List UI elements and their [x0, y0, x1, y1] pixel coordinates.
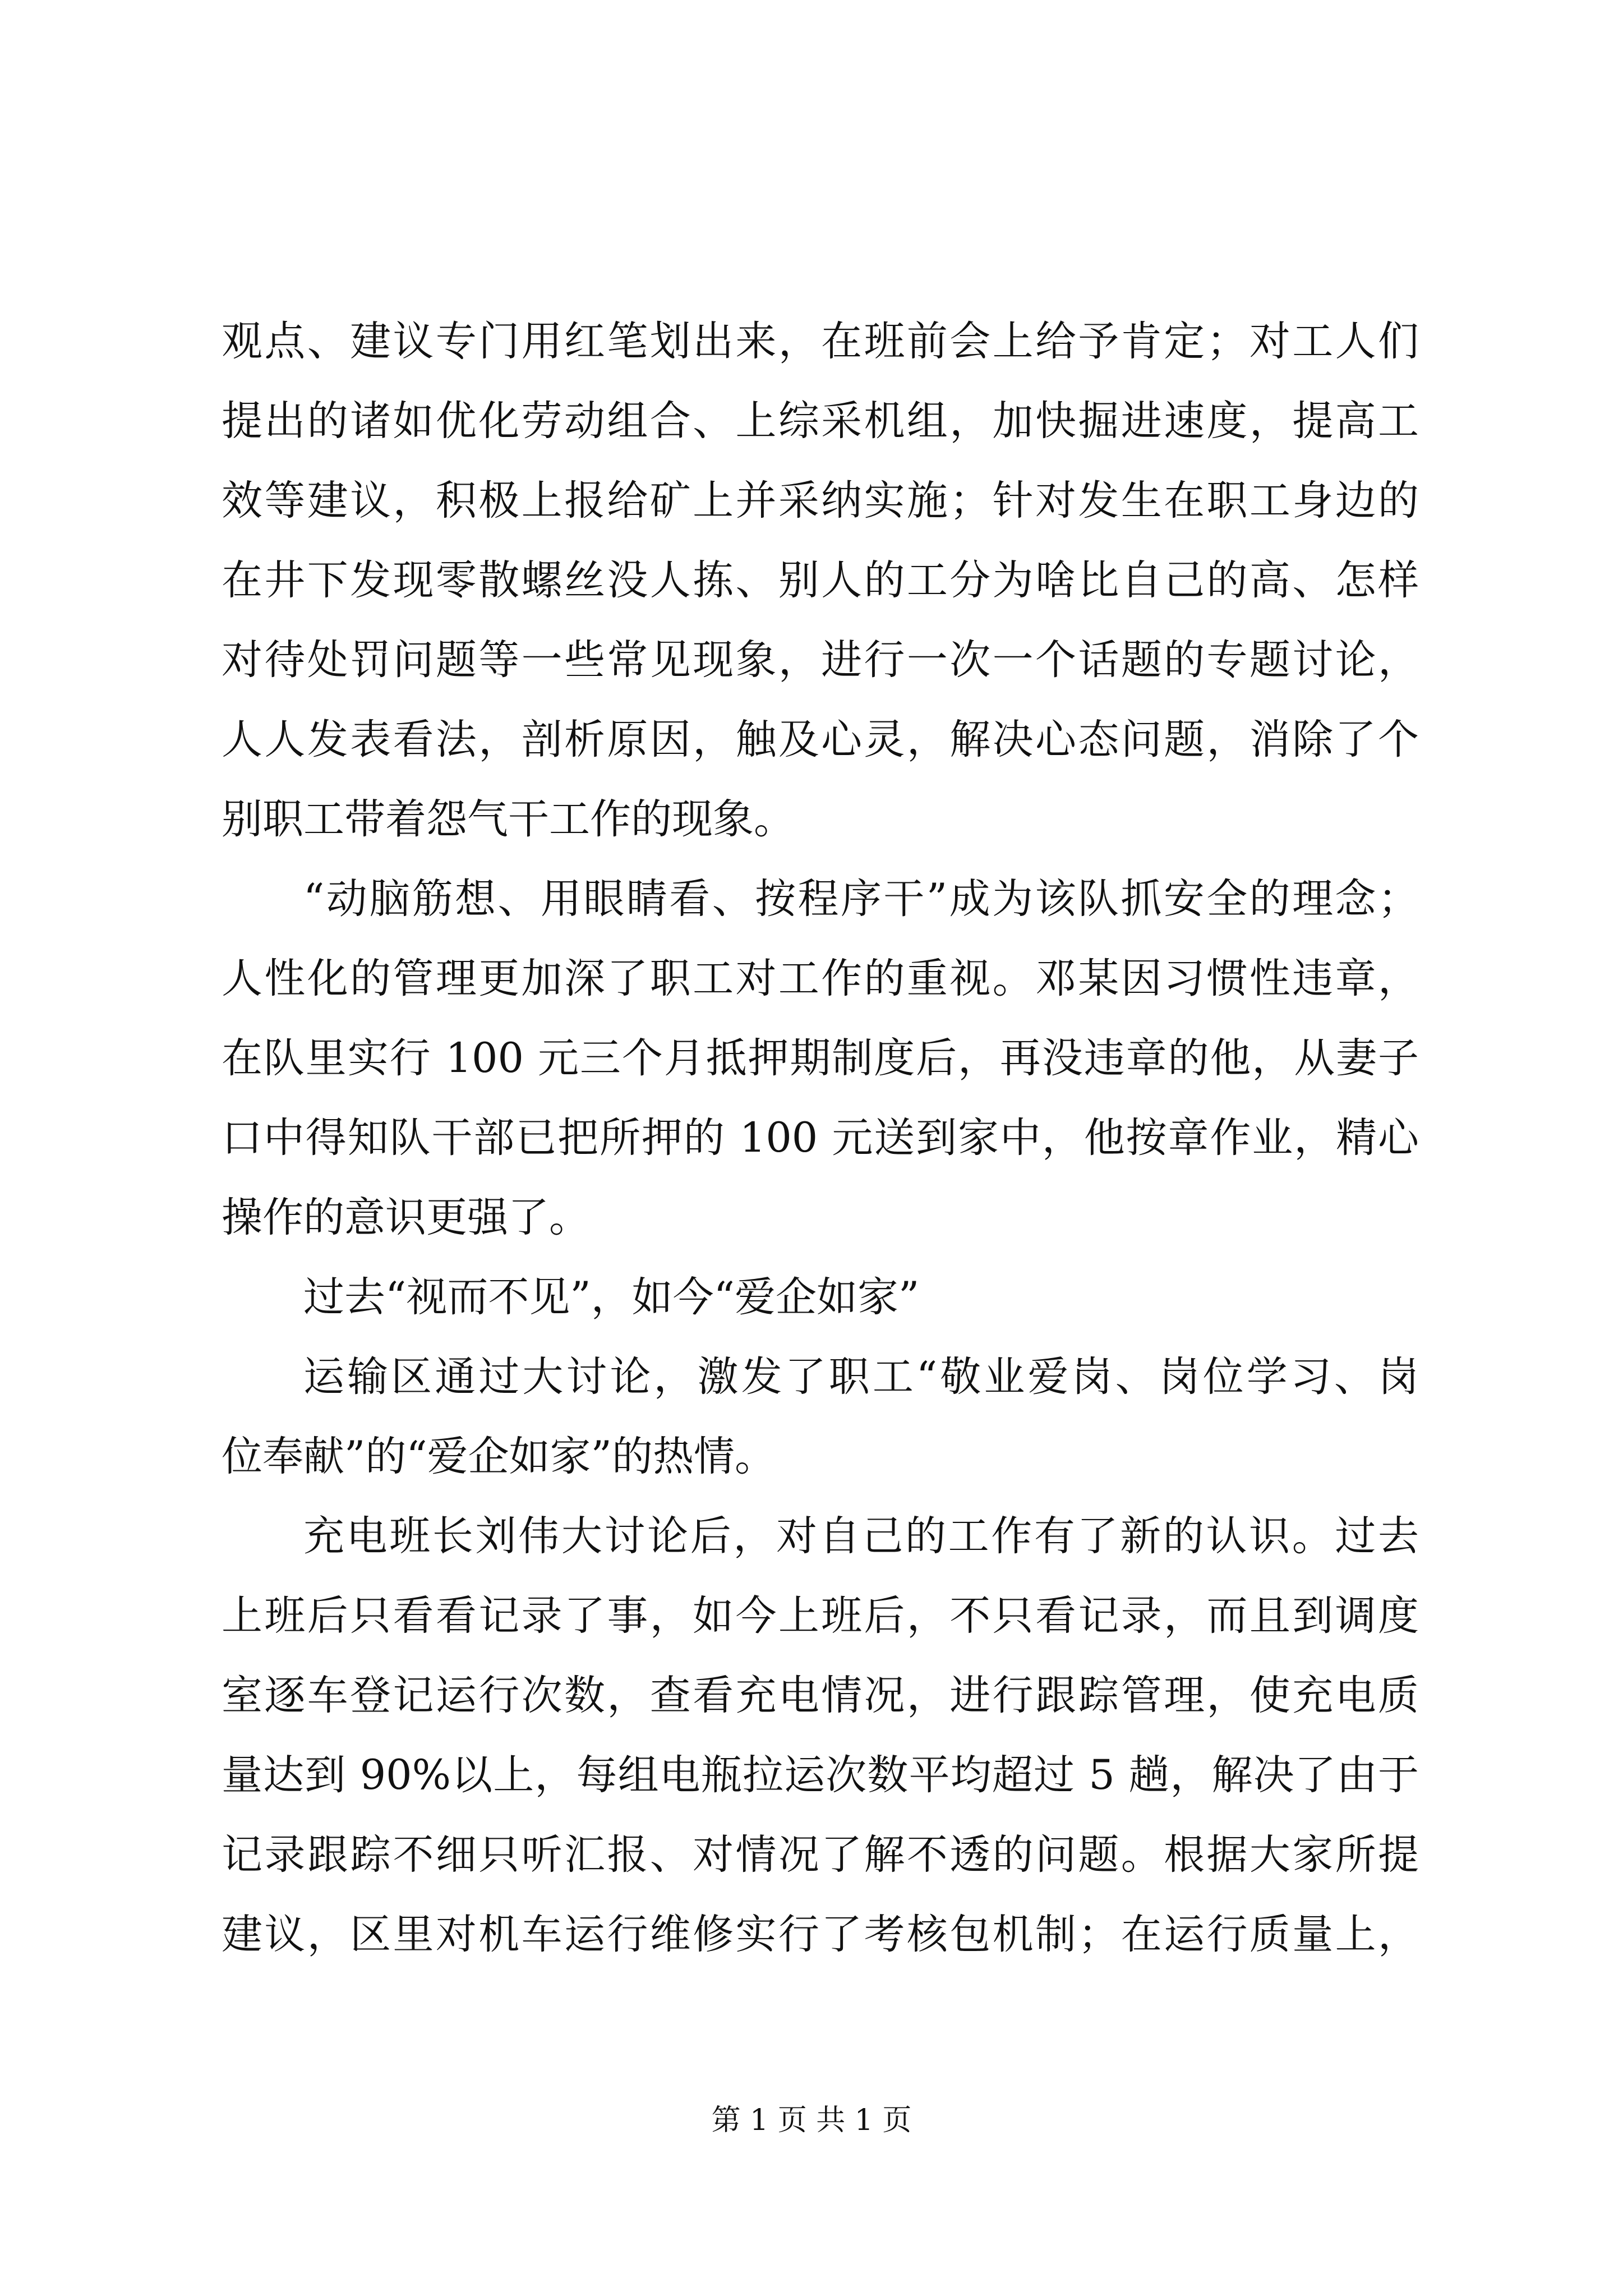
text-line: 充电班长刘伟大讨论后，对自己的工作有了新的认识。过去 [303, 1512, 1419, 1560]
text-line: 在井下发现零散螺丝没人拣、别人的工分为啥比自己的高、怎样 [222, 556, 1419, 604]
text-line: 记录跟踪不细只听汇报、对情况了解不透的问题。根据大家所提 [222, 1831, 1419, 1879]
text-line: 室逐车登记运行次数，查看充电情况，进行跟踪管理，使充电质 [222, 1672, 1419, 1719]
text-line: 在队里实行 100 元三个月抵押期制度后，再没违章的他，从妻子 [222, 1034, 1419, 1082]
text-line: 人性化的管理更加深了职工对工作的重视。邓某因习惯性违章， [222, 955, 1419, 1002]
text-line: 建议，区里对机车运行维修实行了考核包机制；在运行质量上， [222, 1911, 1419, 1958]
text-line: 别职工带着怨气干工作的现象。 [222, 795, 795, 843]
text-line: “动脑筋想、用眼睛看、按程序干”成为该队抓安全的理念； [303, 875, 1419, 923]
body-text [222, 302, 1419, 1975]
text-line: 人人发表看法，剖析原因，触及心灵，解决心态问题，消除了个 [222, 716, 1419, 763]
text-line: 观点、建议专门用红笔划出来，在班前会上给予肯定；对工人们 [222, 318, 1419, 365]
text-line: 口中得知队干部已把所押的 100 元送到家中，他按章作业，精心 [222, 1114, 1419, 1162]
text-line: 量达到 90%以上，每组电瓶拉运次数平均超过 5 趟，解决了由于 [222, 1751, 1419, 1799]
page-footer: 第 1 页 共 1 页 [711, 2104, 912, 2137]
text-line: 上班后只看看记录了事，如今上班后，不只看记录，而且到调度 [222, 1592, 1419, 1640]
text-line: 位奉献”的“爱企如家”的热情。 [222, 1433, 776, 1480]
text-line: 操作的意识更强了。 [222, 1194, 590, 1241]
text-line: 效等建议，积极上报给矿上并采纳实施；针对发生在职工身边的 [222, 477, 1419, 524]
text-line: 运输区通过大讨论，激发了职工“敬业爱岗、岗位学习、岗 [303, 1353, 1419, 1401]
text-line: 提出的诸如优化劳动组合、上综采机组，加快掘进速度，提高工 [222, 397, 1419, 445]
text-line: 过去“视而不见”，如今“爱企如家” [303, 1273, 920, 1321]
text-line: 对待处罚问题等一些常见现象，进行一次一个话题的专题讨论， [222, 636, 1419, 684]
